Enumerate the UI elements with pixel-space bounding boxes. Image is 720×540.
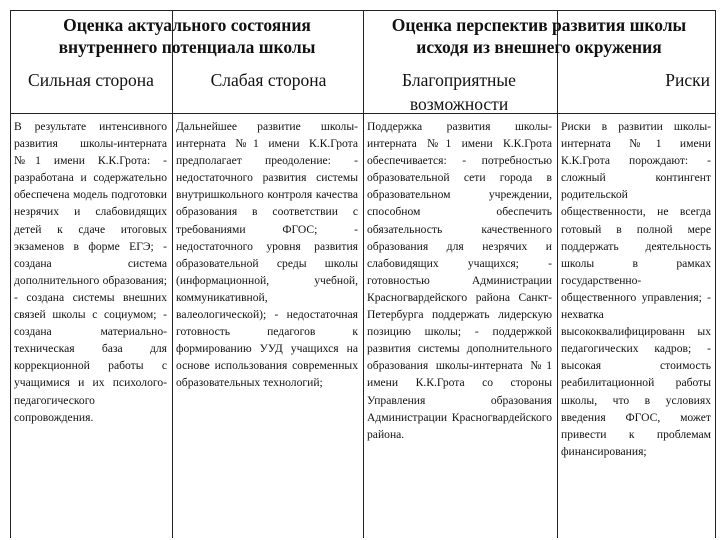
table-border-right: [715, 10, 716, 538]
column-header-risks: Риски: [665, 70, 710, 90]
cell-weaknesses: Дальнейшее развитие школы-интерната №1 имени К.К.Грота предполагает преодоление: - недостаточного развития системы внутришкольного контроля качества образования в соответствии с требованиями ФГОС; - недостаточного уровня развития образовательной среды школы (информационной, учебной, коммуникативной, валеологической); - недостаточная готовность педагогов к формированию УУД учащихся на основе использования современных образовательных технологий;: [176, 120, 358, 390]
group-header-external: Оценка перспектив развития школы исходя из внешнего окружения: [391, 15, 687, 57]
column-header-opportunities: Благоприятные возможности: [402, 70, 516, 114]
cell-opportunities: Поддержка развития школы-интерната №1 имени К.К.Грота обеспечивается: - потребностью образовательной сети города в образовательном учреждении, способном обеспечить обязательность качественного образования для незрячих и слабовидящих учащихся; - готовностью Администрации Красногвардейского района Санкт-Петербурга поддержать лидерскую позицию школы; - поддержкой развития системы дополнительного образования школы-интерната №1 имени К.К.Грота со стороны Управления образования Администрации Красногвардейского района.: [367, 120, 552, 441]
group-header-internal: Оценка актуального состояния внутреннего потенциала школы: [58, 15, 316, 57]
column-header-strengths: Сильная сторона: [28, 70, 154, 90]
column-divider: [172, 10, 173, 538]
cell-risks: Риски в развитии школы-интерната №1 имени К.К.Грота порождают: - сложный контингент родительской общественности, не всегда готовый в полной мере поддержать деятельность школы в рамках государственно-общественного управления; - нехватка высококвалифицированн ых педагогических кадров; - высокая стоимость реабилитационной работы школы, что в условиях введения ФГОС, может привести к проблемам финансирования;: [561, 120, 711, 458]
column-divider: [557, 10, 558, 538]
column-header-weaknesses: Слабая сторона: [210, 70, 327, 90]
analysis-table: [10, 10, 716, 538]
column-divider: [363, 10, 364, 538]
cell-strengths: В результате интенсивного развития школы-интерната №1 имени К.К.Грота: - разработана и содержательно обеспечена модель подготовки незрячих и слабовидящих детей к сдаче итоговых экзаменов в форме ЕГЭ; - создана система дополнительного образования; - создана системы внешних связей школы с социумом; - создана материально-техническая база для коррекционной работы с учащимися и их психолого-педагогического сопровождения.: [14, 120, 167, 424]
header-divider: [10, 113, 716, 114]
table-border-top: [10, 10, 716, 11]
